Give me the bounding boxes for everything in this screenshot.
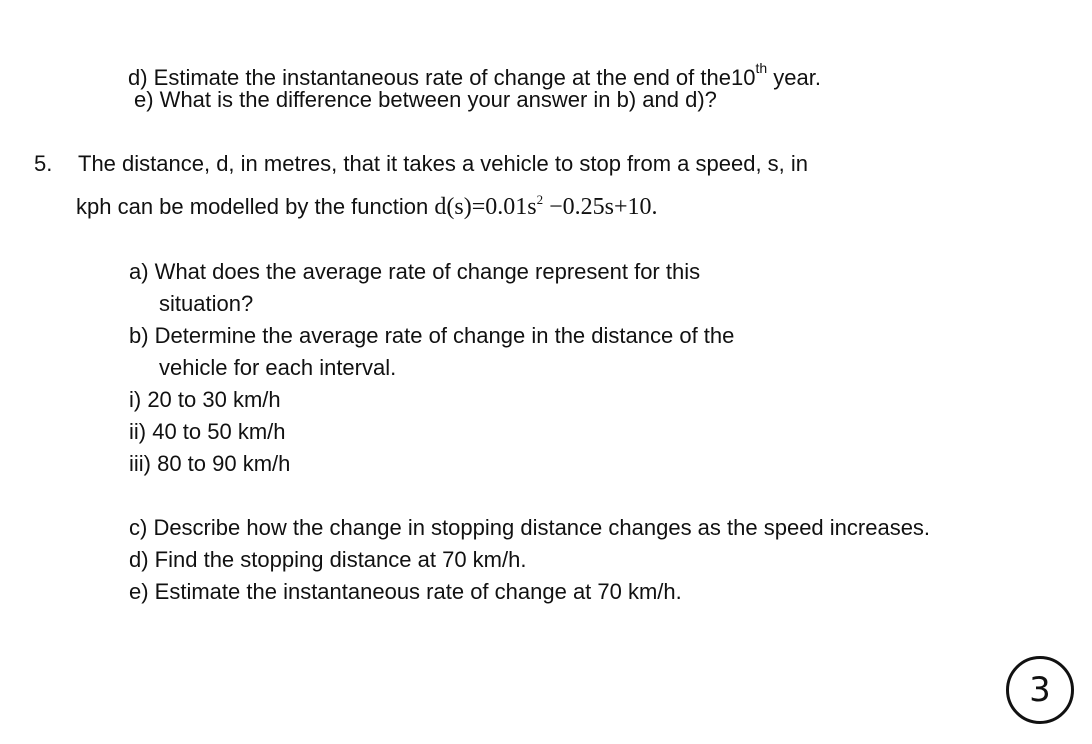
question-number: 5. — [34, 151, 53, 176]
formula-lhs: d(s)=0.01s — [434, 194, 537, 220]
interval-item: iii) 80 to 90 km/h — [129, 451, 291, 476]
part-a-line-2: situation? — [159, 291, 254, 316]
part-a-line-1: a) What does the average rate of change represent for this — [129, 259, 701, 284]
formula-rhs: −0.25s+10 — [543, 194, 652, 220]
stem-line-2-prefix: kph can be modelled by the function — [76, 194, 429, 219]
part-d: d) Find the stopping distance at 70 km/h. — [129, 547, 527, 572]
interval-item: ii) 40 to 50 km/h — [129, 419, 286, 444]
formula — [434, 194, 657, 220]
prev-part-d-ordinal: th — [755, 60, 768, 76]
question-stem-line-2 — [76, 187, 658, 220]
prev-part-d-prefix: d) Estimate the instantaneous rate of change at the end of the10 — [128, 65, 756, 90]
prev-question-part-d — [128, 55, 821, 91]
page-number: 3 — [1029, 670, 1051, 710]
interval-item: i) 20 to 30 km/h — [129, 387, 281, 412]
part-c: c) Describe how the change in stopping distance changes as the speed increases. — [129, 515, 931, 540]
prev-part-d-suffix: year. — [767, 65, 821, 90]
question-stem-line-1: The distance, d, in metres, that it takes a vehicle to stop from a speed, s, in — [78, 151, 809, 176]
part-b-line-2: vehicle for each interval. — [159, 355, 397, 380]
prev-question-part-e: e) What is the difference between your answer in b) and d)? — [134, 87, 717, 112]
part-b-line-1: b) Determine the average rate of change in the distance of the — [129, 323, 735, 348]
formula-period: . — [651, 194, 658, 220]
formula-exponent: 2 — [536, 192, 544, 207]
part-e: e) Estimate the instantaneous rate of change at 70 km/h. — [129, 579, 682, 604]
page-number-badge — [1006, 656, 1074, 724]
